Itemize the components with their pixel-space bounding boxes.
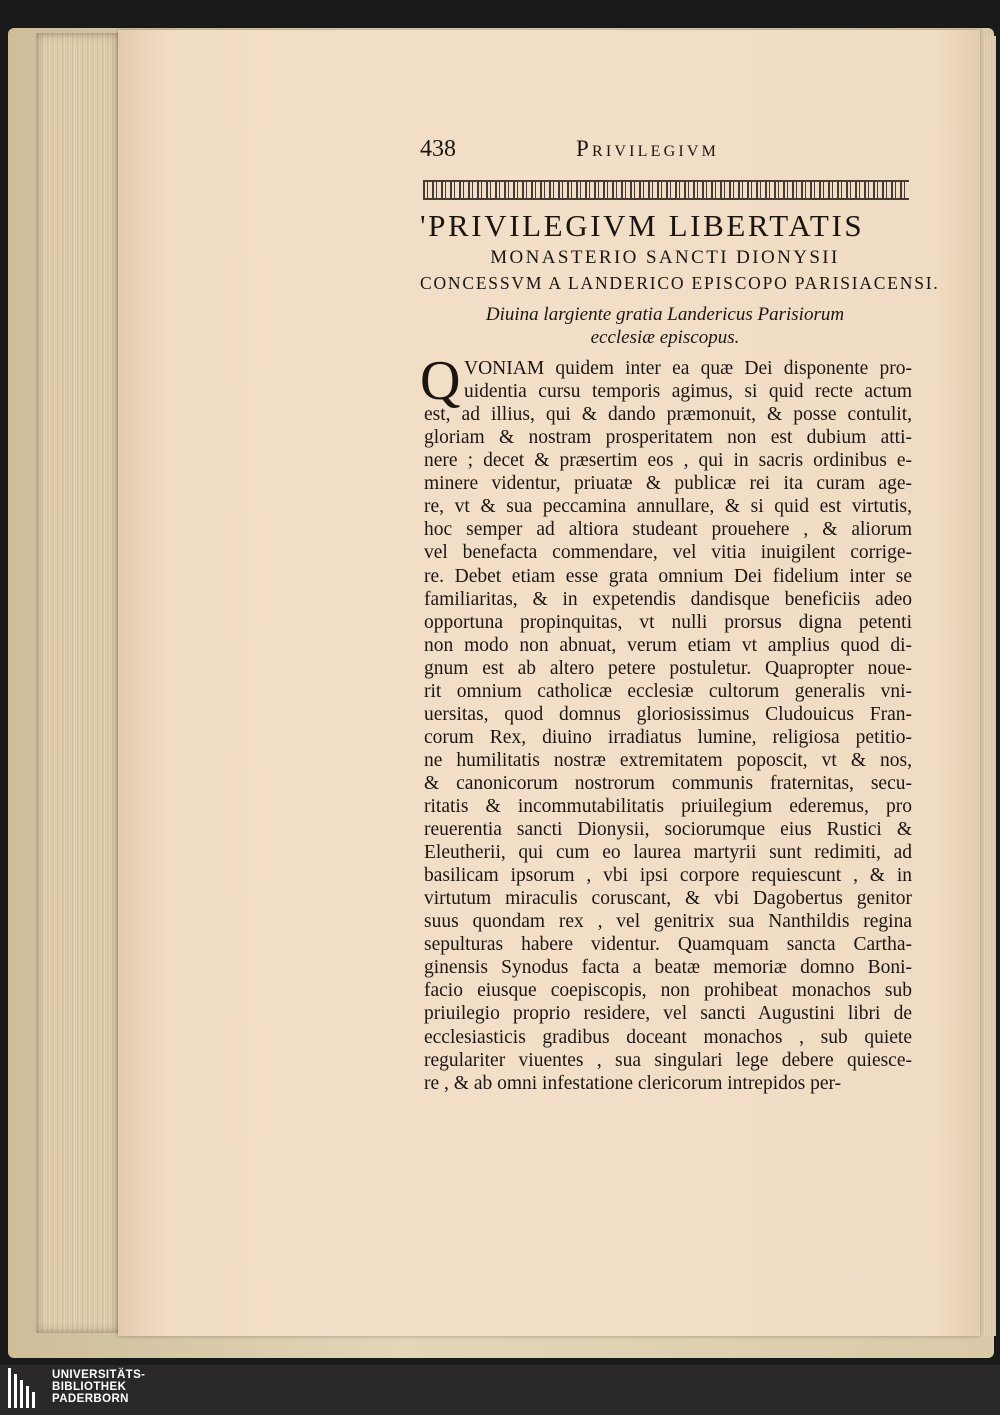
text-line: Eleutherii, qui cum eo laurea martyrii sunt redimiti, ad: [424, 842, 912, 863]
text-line: nere ; decet & præsertim eos , qui in sacris ordinibus e-: [424, 450, 912, 472]
chapter-subtitle-1: MONASTERIO SANCTI DIONYSII: [490, 247, 840, 268]
footer-bar: [0, 1365, 1000, 1415]
page-edges: [36, 33, 124, 1333]
text-line: re. Debet etiam esse grata omnium Dei fidelium inter se: [424, 565, 912, 587]
chapter-title: 'PRIVILEGIVM LIBERTATIS: [420, 208, 865, 243]
text-line: non modo non abnuat, verum etiam vt amplius quod di-: [424, 634, 912, 656]
text-line: ne humilitatis nostræ extremitatem poposcit, vt & nos,: [424, 749, 912, 771]
text-line: virtutum miraculis coruscant, & vbi Dagobertus genitor: [424, 888, 912, 910]
chapter-subtitle-2: CONCESSVM A LANDERICO EPISCOPO PARISIACENSI.: [420, 273, 940, 293]
text-line: gnum est ab altero petere postuletur. Quapropter noue-: [424, 657, 912, 679]
text-line: & canonicorum nostrorum communis fraternitas, secu-: [424, 772, 912, 794]
text-line: rit omnium catholicæ ecclesiæ cultorum generalis vni-: [424, 680, 912, 702]
text-line: priuilegio proprio residere, vel sancti Augustini libri de: [424, 1003, 912, 1025]
library-name-line-2: BIBLIOTHEK: [52, 1381, 127, 1393]
text-line: basilicam ipsorum , vbi ipsi corpore requiescunt , & in: [424, 865, 912, 887]
invocation-line-2: ecclesiæ episcopus.: [590, 327, 740, 348]
text-line: corum Rex, diuino irradiatus lumine, religiosa petitio-: [424, 726, 912, 748]
library-name-line-1: UNIVERSITÄTS-: [52, 1369, 146, 1381]
text-line: uersitas, quod domnus gloriosissimus Cludouicus Fran-: [424, 703, 912, 725]
text-line: est, ad illius, qui & dando præmonuit, & posse contulit,: [424, 404, 912, 426]
text-line: facio eiusque coepiscopis, non prohibeat monachos sub: [424, 980, 912, 1002]
text-line: re , & ab omni infestatione clericorum intrepidos per-: [424, 1072, 842, 1094]
page-number: 438: [420, 136, 456, 162]
right-page-edge: [980, 36, 996, 1336]
running-head: Privilegivm: [576, 136, 720, 161]
text-line: VONIAM quidem inter ea quæ Dei disponente pro-: [464, 358, 912, 379]
text-line: uidentia cursu temporis agimus, si quid recte actum: [464, 381, 912, 403]
text-line: suus quondam rex , vel genitrix sua Nanthildis regina: [424, 911, 912, 933]
ornamental-band: [423, 180, 909, 200]
text-line: ritatis & incommutabilitatis priuilegium ederemus, pro: [424, 796, 912, 817]
invocation-line-1: Diuina largiente gratia Landericus Parisiorum: [485, 304, 845, 325]
text-line: vel benefacta commendare, vel vitia inuigilent corrige-: [424, 542, 912, 564]
text-line: sepulturas habere videntur. Quamquam sancta Cartha-: [424, 934, 912, 956]
text-line: hoc semper ad altiora studeant prouehere , & aliorum: [424, 519, 912, 541]
text-line: ginensis Synodus facta a beatæ memoriæ domno Boni-: [424, 957, 912, 979]
text-line: reuerentia sancti Dionysii, sociorumque eius Rustici &: [424, 819, 912, 840]
text-line: familiaritas, & in expetendis dandisque beneficiis adeo: [424, 588, 912, 610]
text-line: re, vt & sua peccamina annullare, & si quid est virtutis,: [424, 496, 912, 518]
text-line: regulariter viuentes , sua singulari lege debere quiesce-: [424, 1049, 912, 1071]
drop-cap: Q: [420, 350, 461, 412]
library-name-line-3: PADERBORN: [52, 1393, 129, 1405]
text-line: minere videntur, priuatæ & publicæ rei ita curam age-: [424, 473, 912, 495]
text-line: opportuna propinquitas, vt nulli prorsus digna petenti: [424, 611, 912, 633]
library-logo-icon: [8, 1368, 36, 1410]
text-line: gloriam & nostram prosperitatem non est dubium atti-: [424, 427, 912, 449]
text-line: ecclesiasticis gradibus doceant monachos , sub quiete: [424, 1026, 912, 1048]
